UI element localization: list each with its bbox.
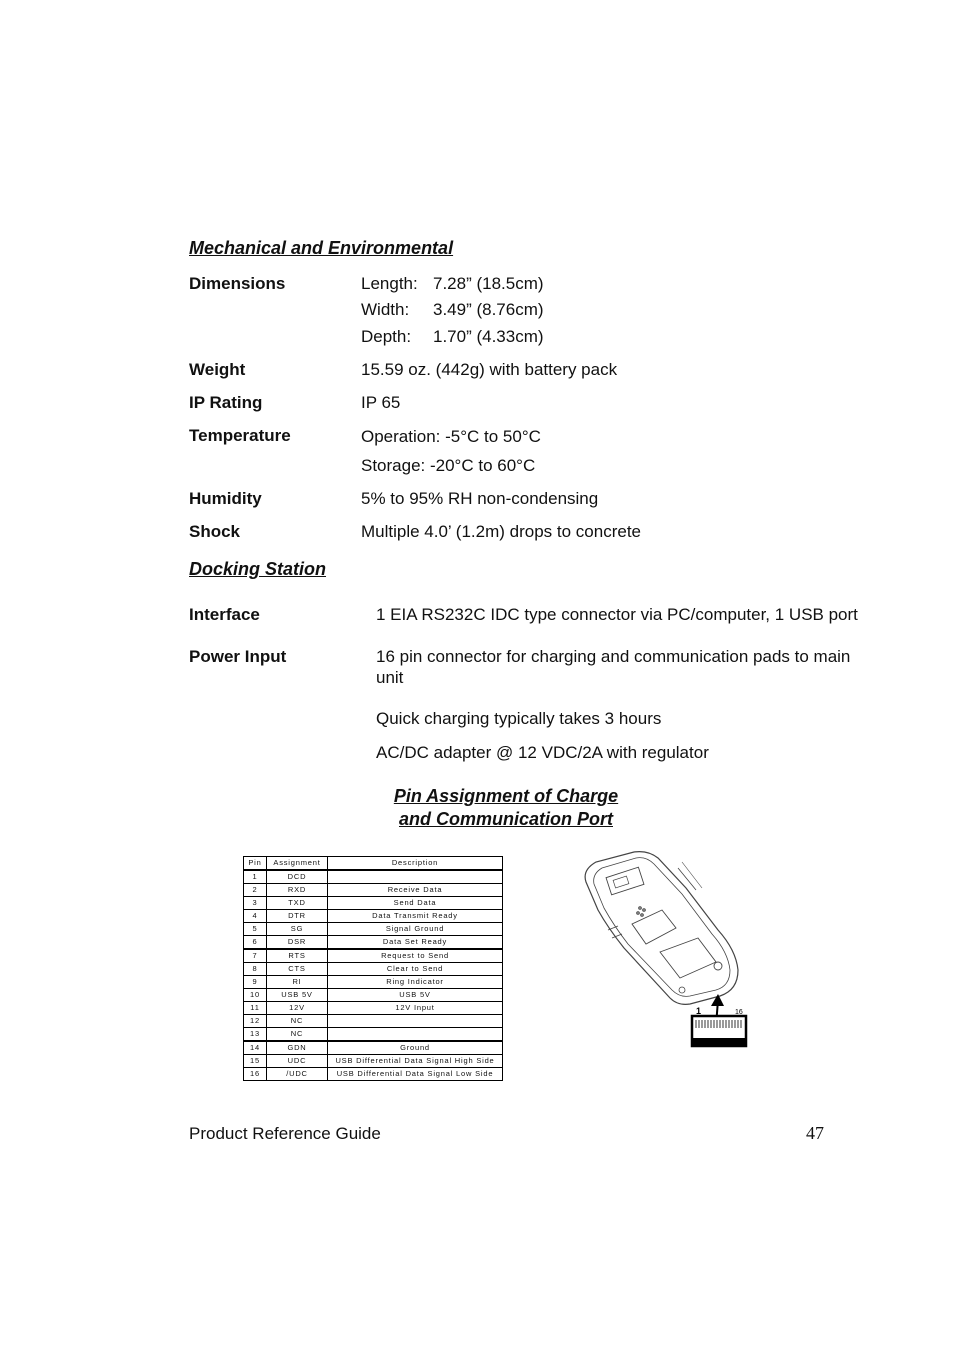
cell-pin: 16 bbox=[244, 1068, 267, 1081]
footer-guide-title: Product Reference Guide bbox=[189, 1124, 381, 1143]
cell-assignment: DTR bbox=[267, 910, 328, 923]
cell-assignment: /UDC bbox=[267, 1068, 328, 1081]
cell-description: 12V Input bbox=[328, 1002, 503, 1015]
section-title-mechanical: Mechanical and Environmental bbox=[189, 238, 454, 258]
cell-description: Data Transmit Ready bbox=[328, 910, 503, 923]
value-power-1: 16 pin connector for charging and communication pads to main bbox=[376, 647, 851, 666]
value-power-1b: unit bbox=[376, 668, 404, 687]
dimension-width bbox=[361, 300, 544, 320]
width-value: 3.49” (8.76cm) bbox=[433, 300, 544, 319]
figure-pin-last-label: 16 bbox=[735, 1009, 743, 1016]
length-value: 7.28” (18.5cm) bbox=[433, 274, 544, 293]
cell-assignment: SG bbox=[267, 923, 328, 936]
cell-pin: 8 bbox=[244, 963, 267, 976]
header-assignment: Assignment bbox=[267, 857, 328, 871]
label-dimensions: Dimensions bbox=[189, 274, 286, 293]
pin-assignment-table bbox=[243, 856, 503, 1081]
cell-description bbox=[328, 1015, 503, 1028]
cell-pin: 6 bbox=[244, 936, 267, 950]
cell-assignment: NC bbox=[267, 1015, 328, 1028]
cell-assignment: DCD bbox=[267, 870, 328, 884]
cell-description: Send Data bbox=[328, 897, 503, 910]
table-row bbox=[244, 910, 503, 923]
length-key: Length: bbox=[361, 274, 418, 293]
header-pin: Pin bbox=[244, 857, 267, 871]
label-shock: Shock bbox=[189, 522, 241, 541]
table-row bbox=[244, 897, 503, 910]
label-ip-rating: IP Rating bbox=[189, 393, 263, 412]
cell-description: USB Differential Data Signal Low Side bbox=[328, 1068, 503, 1081]
cell-pin: 14 bbox=[244, 1041, 267, 1055]
value-shock: Multiple 4.0’ (1.2m) drops to concrete bbox=[361, 522, 641, 541]
cell-pin: 13 bbox=[244, 1028, 267, 1042]
cell-description: USB 5V bbox=[328, 989, 503, 1002]
table-row bbox=[244, 1068, 503, 1081]
cell-assignment: RTS bbox=[267, 949, 328, 963]
value-power-3: AC/DC adapter @ 12 VDC/2A with regulator bbox=[376, 743, 709, 762]
table-row bbox=[244, 1028, 503, 1042]
table-row bbox=[244, 884, 503, 897]
table-row bbox=[244, 1055, 503, 1068]
device-bottom-illustration bbox=[578, 848, 758, 1053]
section-title-docking: Docking Station bbox=[189, 559, 327, 579]
cell-assignment: RI bbox=[267, 976, 328, 989]
table-row bbox=[244, 1015, 503, 1028]
table-row bbox=[244, 963, 503, 976]
dimension-depth bbox=[361, 327, 544, 347]
cell-description: Ring Indicator bbox=[328, 976, 503, 989]
cell-description: Request to Send bbox=[328, 949, 503, 963]
label-power-input: Power Input bbox=[189, 647, 287, 666]
cell-description: Signal Ground bbox=[328, 923, 503, 936]
table-row bbox=[244, 923, 503, 936]
cell-description: Ground bbox=[328, 1041, 503, 1055]
table-row bbox=[244, 870, 503, 884]
cell-pin: 3 bbox=[244, 897, 267, 910]
cell-pin: 15 bbox=[244, 1055, 267, 1068]
cell-pin: 9 bbox=[244, 976, 267, 989]
header-description: Description bbox=[328, 857, 503, 871]
label-interface: Interface bbox=[189, 605, 260, 624]
cell-assignment: TXD bbox=[267, 897, 328, 910]
label-humidity: Humidity bbox=[189, 489, 262, 508]
label-temperature: Temperature bbox=[189, 426, 291, 445]
value-interface: 1 EIA RS232C IDC type connector via PC/computer, 1 USB port bbox=[376, 605, 858, 624]
table-row bbox=[244, 949, 503, 963]
cell-pin: 5 bbox=[244, 923, 267, 936]
value-temp-operation: Operation: -5°C to 50°C bbox=[361, 427, 541, 446]
label-weight: Weight bbox=[189, 360, 246, 379]
value-humidity: 5% to 95% RH non-condensing bbox=[361, 489, 599, 508]
table-row bbox=[244, 989, 503, 1002]
cell-assignment: NC bbox=[267, 1028, 328, 1042]
cell-assignment: DSR bbox=[267, 936, 328, 950]
table-row bbox=[244, 1002, 503, 1015]
cell-assignment: CTS bbox=[267, 963, 328, 976]
cell-pin: 12 bbox=[244, 1015, 267, 1028]
cell-assignment: GDN bbox=[267, 1041, 328, 1055]
cell-pin: 1 bbox=[244, 870, 267, 884]
value-weight: 15.59 oz. (442g) with battery pack bbox=[361, 360, 618, 379]
figure-pin-first-label: 1 bbox=[696, 1006, 702, 1016]
pin-title-line1: Pin Assignment of Charge bbox=[393, 786, 619, 806]
depth-key: Depth: bbox=[361, 327, 412, 346]
cell-description: Receive Data bbox=[328, 884, 503, 897]
cell-assignment: UDC bbox=[267, 1055, 328, 1068]
cell-description: Clear to Send bbox=[328, 963, 503, 976]
dimension-length bbox=[361, 274, 544, 294]
cell-pin: 11 bbox=[244, 1002, 267, 1015]
cell-pin: 7 bbox=[244, 949, 267, 963]
cell-description: USB Differential Data Signal High Side bbox=[328, 1055, 503, 1068]
table-header-row bbox=[244, 857, 503, 871]
cell-pin: 10 bbox=[244, 989, 267, 1002]
table-row bbox=[244, 936, 503, 950]
cell-assignment: USB 5V bbox=[267, 989, 328, 1002]
cell-description bbox=[328, 1028, 503, 1042]
depth-value: 1.70” (4.33cm) bbox=[433, 327, 544, 346]
cell-assignment: 12V bbox=[267, 1002, 328, 1015]
cell-description: Data Set Ready bbox=[328, 936, 503, 950]
pin-title-line2: and Communication Port bbox=[398, 809, 613, 829]
page-number: 47 bbox=[806, 1123, 824, 1143]
table-row bbox=[244, 976, 503, 989]
cell-pin: 4 bbox=[244, 910, 267, 923]
value-ip-rating: IP 65 bbox=[361, 393, 401, 412]
cell-pin: 2 bbox=[244, 884, 267, 897]
value-temp-storage: Storage: -20°C to 60°C bbox=[361, 456, 536, 475]
cell-assignment: RXD bbox=[267, 884, 328, 897]
table-row bbox=[244, 1041, 503, 1055]
value-power-2: Quick charging typically takes 3 hours bbox=[376, 709, 662, 728]
width-key: Width: bbox=[361, 300, 410, 319]
cell-description bbox=[328, 870, 503, 884]
